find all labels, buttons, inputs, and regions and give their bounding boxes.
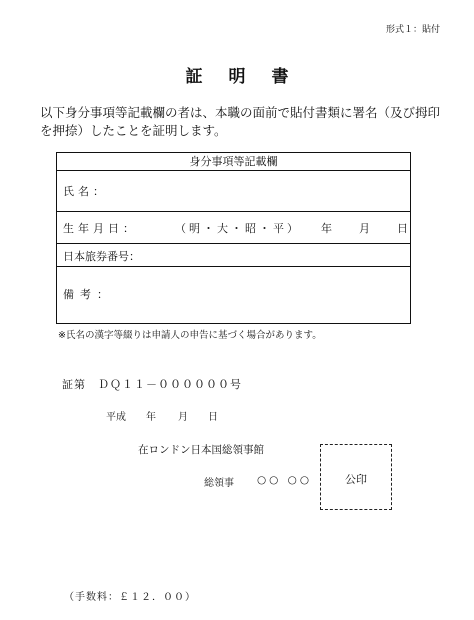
birthdate-month-unit: 月	[359, 222, 370, 235]
issue-date	[106, 408, 218, 423]
identity-table	[56, 152, 411, 324]
birthdate-year-unit: 年	[321, 222, 332, 235]
passport-number-label: 日本旅券番号：	[63, 250, 140, 263]
birthdate-day-unit: 日	[397, 222, 408, 235]
issue-date-era: 平成	[106, 412, 126, 423]
table-header: 身分事項等記載欄	[57, 153, 410, 171]
name-label: 氏名：	[63, 185, 108, 198]
issue-date-day: 日	[208, 412, 218, 423]
embassy-name: 在ロンドン日本国総領事館	[138, 444, 264, 456]
certificate-number: 証第 ＤＱ１１－００００００号	[62, 378, 242, 391]
document-title: 証明書	[185, 67, 315, 87]
name-row	[57, 171, 410, 212]
official-seal-box	[320, 444, 392, 510]
issue-date-month: 月	[178, 412, 188, 423]
issue-date-year: 年	[146, 412, 156, 423]
consul-title: 総領事	[204, 478, 234, 489]
passport-row	[57, 244, 410, 267]
remarks-label: 備考：	[63, 288, 114, 301]
birthdate-era-options: （明・大・昭・平）	[175, 222, 301, 235]
footnote: ※氏名の漢字等綴りは申請人の申告に基づく場合があります。	[58, 330, 322, 341]
remarks-row	[57, 267, 410, 323]
official-seal-label: 公印	[345, 473, 367, 486]
birthdate-label: 生年月日：	[63, 222, 138, 235]
birthdate-row	[57, 212, 410, 244]
fee-text: （手数料：￡１２．００）	[64, 592, 196, 603]
consul-name: ○○ ○○	[257, 474, 312, 486]
intro-text: 以下身分事項等記載欄の者は、本職の面前で貼付書類に署名（及び拇印を押捺）したことを証明します。	[40, 105, 441, 138]
form-type-label: 形式１：貼付	[385, 25, 440, 35]
